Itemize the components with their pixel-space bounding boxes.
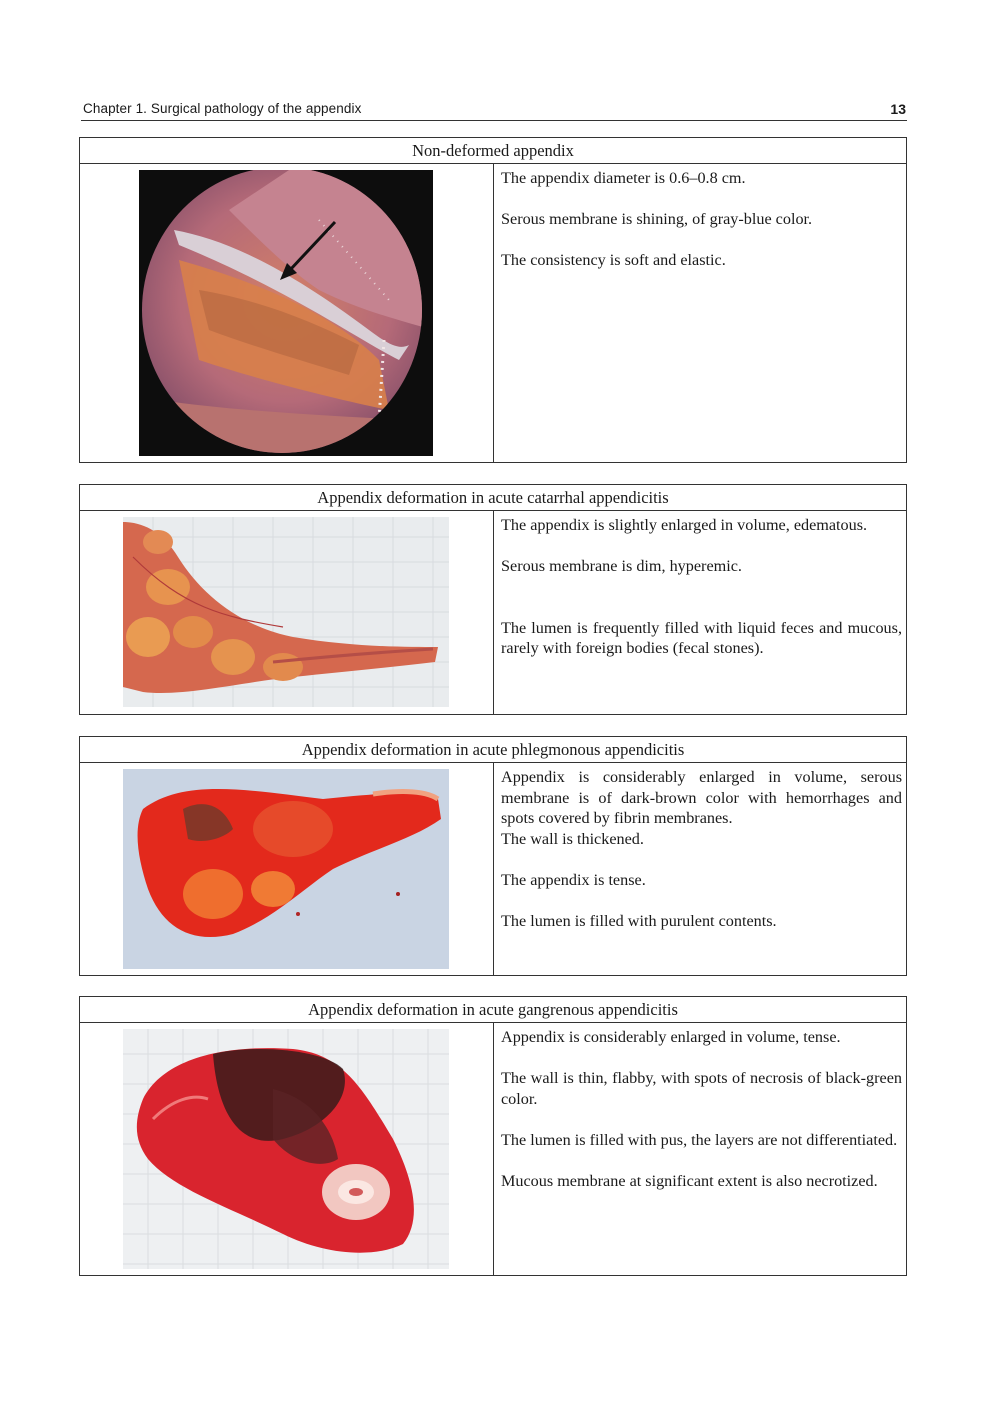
- case-non-deformed: [79, 137, 907, 463]
- desc-line: Serous membrane is dim, hyperemic.: [501, 557, 742, 576]
- column-divider: [493, 763, 494, 976]
- desc-line: The appendix diameter is 0.6–0.8 cm.: [501, 169, 746, 187]
- case-description: [501, 1027, 902, 1212]
- case-caption: Appendix deformation in acute gangrenous appendicitis: [80, 997, 906, 1023]
- specimen-photo: [123, 1029, 449, 1269]
- column-divider: [493, 164, 494, 463]
- case-caption: Appendix deformation in acute phlegmonous appendicitis: [80, 737, 906, 763]
- specimen-photo: [123, 769, 449, 969]
- page-number: 13: [890, 101, 906, 117]
- column-divider: [493, 511, 494, 715]
- case-description: [501, 515, 902, 659]
- case-description: [501, 767, 902, 952]
- desc-line: Appendix is considerably enlarged in volume, serous membrane is of dark-brown color with hemorrhages and spots covered by fibrin membranes.: [501, 768, 902, 828]
- case-caption: Non-deformed appendix: [80, 138, 906, 164]
- chapter-title: Chapter 1. Surgical pathology of the appendix: [83, 101, 362, 116]
- desc-line: The lumen is frequently filled with liquid feces and mucous, rarely with foreign bodies (fecal stones).: [501, 618, 902, 658]
- specimen-photo: [123, 517, 449, 707]
- case-description: [501, 168, 902, 292]
- desc-line: The appendix is slightly enlarged in volume, edematous.: [501, 516, 868, 534]
- desc-line: Mucous membrane at significant extent is also necrotized.: [501, 1172, 878, 1191]
- desc-line: The consistency is soft and elastic.: [501, 251, 726, 270]
- desc-line: The lumen is filled with purulent contents.: [501, 912, 777, 931]
- laparoscopic-photo: [139, 170, 433, 456]
- running-head: [81, 100, 907, 121]
- desc-line: Serous membrane is shining, of gray-blue color.: [501, 210, 813, 229]
- case-phlegmonous: [79, 736, 907, 976]
- case-gangrenous: [79, 996, 907, 1276]
- case-catarrhal: [79, 484, 907, 715]
- desc-line: The appendix is tense.: [501, 870, 646, 889]
- desc-line: The lumen is filled with pus, the layers are not differentiated.: [501, 1130, 898, 1149]
- desc-line: The wall is thickened.: [501, 829, 644, 848]
- desc-line: The wall is thin, flabby, with spots of necrosis of black-green color.: [501, 1069, 902, 1108]
- column-divider: [493, 1023, 494, 1276]
- case-caption: Appendix deformation in acute catarrhal appendicitis: [80, 485, 906, 511]
- desc-line: Appendix is considerably enlarged in volume, tense.: [501, 1028, 841, 1046]
